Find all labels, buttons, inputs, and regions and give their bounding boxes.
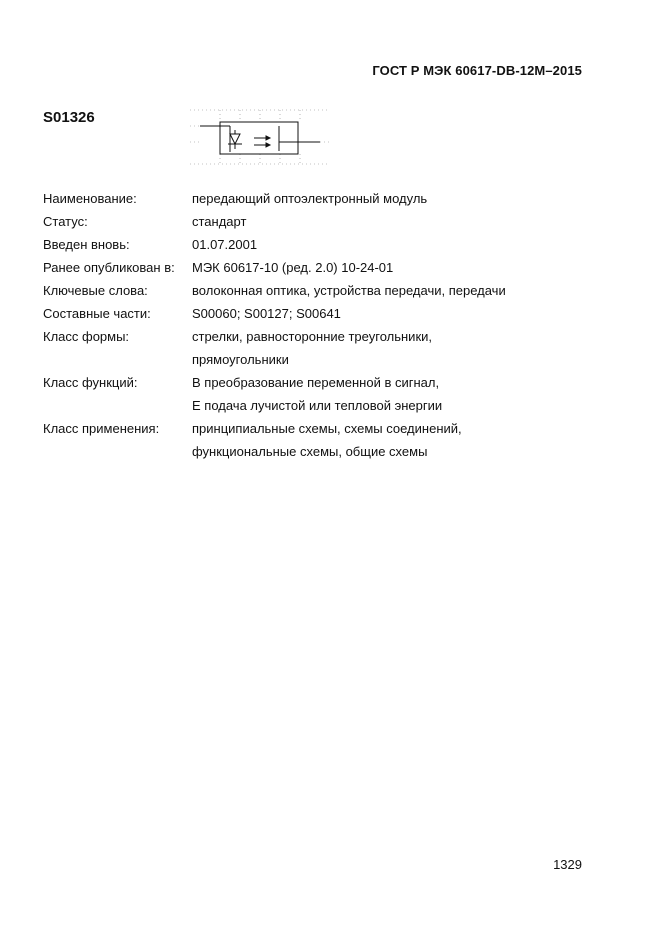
property-value-line: волоконная оптика, устройства передачи, передачи xyxy=(192,283,506,298)
property-value xyxy=(192,325,603,371)
page-number: 1329 xyxy=(553,857,582,872)
property-value-line: МЭК 60617-10 (ред. 2.0) 10-24-01 xyxy=(192,260,394,275)
property-value xyxy=(192,279,603,302)
property-value xyxy=(192,256,603,279)
property-label: Составные части: xyxy=(43,306,151,321)
property-label: Ключевые слова: xyxy=(43,283,148,298)
property-row xyxy=(43,302,603,325)
property-value-line: В преобразование переменной в сигнал, xyxy=(192,375,440,390)
property-value-line: Е подача лучистой или тепловой энергии xyxy=(192,398,443,413)
property-value xyxy=(192,302,603,325)
property-row xyxy=(43,279,603,302)
property-label: Ранее опубликован в: xyxy=(43,260,175,275)
property-value xyxy=(192,233,603,256)
property-label: Класс применения: xyxy=(43,421,160,436)
property-row xyxy=(43,325,603,371)
property-value xyxy=(192,210,603,233)
property-value xyxy=(192,371,603,417)
property-label: Наименование: xyxy=(43,191,137,206)
property-value xyxy=(192,187,603,210)
symbol-code: S01326 xyxy=(43,109,95,126)
property-row xyxy=(43,256,603,279)
property-row xyxy=(43,417,603,463)
property-row xyxy=(43,187,603,210)
property-value-line: функциональные схемы, общие схемы xyxy=(192,444,428,459)
property-value-line: стрелки, равносторонние треугольники, xyxy=(192,329,433,344)
document-header: ГОСТ Р МЭК 60617-DB-12M–2015 xyxy=(372,63,582,78)
symbol-properties xyxy=(43,187,603,463)
property-row xyxy=(43,233,603,256)
property-label: Статус: xyxy=(43,214,88,229)
property-label: Класс формы: xyxy=(43,329,130,344)
property-value-line: передающий оптоэлектронный модуль xyxy=(192,191,428,206)
optoelectronic-transmitter-symbol xyxy=(190,108,330,166)
property-value-line: прямоугольники xyxy=(192,352,289,367)
property-label: Введен вновь: xyxy=(43,237,130,252)
property-value xyxy=(192,417,603,463)
property-row xyxy=(43,210,603,233)
property-value-line: стандарт xyxy=(192,214,247,229)
property-row xyxy=(43,371,603,417)
property-value-line: принципиальные схемы, схемы соединений, xyxy=(192,421,462,436)
property-label: Класс функций: xyxy=(43,375,138,390)
property-value-line: 01.07.2001 xyxy=(192,237,258,252)
property-value-line: S00060; S00127; S00641 xyxy=(192,306,341,321)
